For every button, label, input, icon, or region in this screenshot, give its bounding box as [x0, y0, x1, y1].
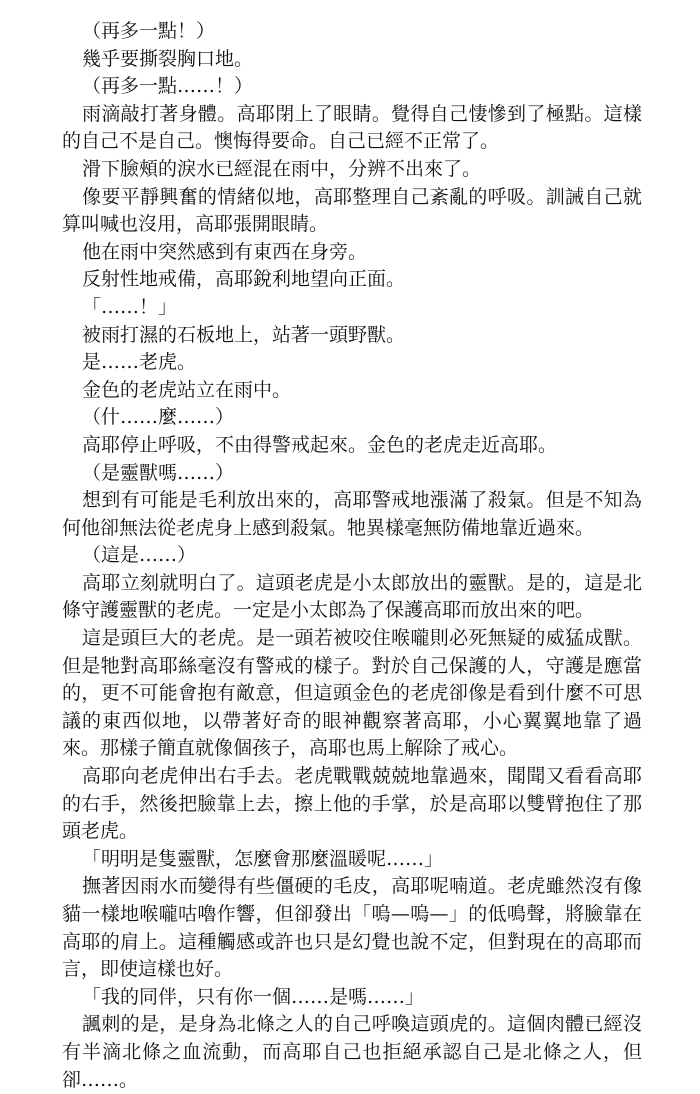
paragraph: 「明明是隻靈獸，怎麼會那麼溫暖呢……」	[82, 847, 444, 870]
paragraph: （再多一點……！）	[82, 75, 254, 98]
paragraph: 被雨打濕的石板地上，站著一頭野獸。	[82, 323, 406, 346]
paragraph: 諷刺的是，是身為北條之人的自己呼喚這頭虎的。這個肉體已經沒有半滴北條之血流動，而高耶自己也拒絕承認自己是北條之人，但卻……。	[62, 1013, 642, 1091]
paragraph: 雨滴敲打著身體。高耶閉上了眼睛。覺得自己悽慘到了極點。這樣的自己不是自己。懊悔得要命。自己已經不正常了。	[62, 102, 642, 153]
paragraph: （再多一點！）	[82, 20, 216, 42]
paragraph: 他在雨中突然感到有東西在身旁。	[82, 240, 368, 263]
paragraph: （這是……）	[82, 544, 197, 567]
paragraph: 高耶向老虎伸出右手去。老虎戰戰兢兢地靠過來，聞聞又看看高耶的右手，然後把臉靠上去，擦上他的手掌，於是高耶以雙臂抱住了那頭老虎。	[62, 765, 642, 843]
paragraph: 「……！」	[82, 295, 178, 318]
novel-page	[62, 18, 642, 1094]
paragraph: 這是頭巨大的老虎。是一頭若被咬住喉嚨則必死無疑的威猛成獸。但是牠對高耶絲毫沒有警戒的樣子。對於自己保護的人，守護是應當的，更不可能會抱有敵意，但這頭金色的老虎卻像是看到什麼不可思議的東西似地，以帶著好奇的眼神觀察著高耶，小心翼翼地靠了過來。那樣子簡直就像個孩子，高耶也馬上解除了戒心。	[62, 627, 642, 760]
paragraph: 「我的同伴，只有你一個……是嗎……」	[82, 985, 425, 1008]
paragraph: 幾乎要撕裂胸口地。	[82, 47, 254, 70]
paragraph: 滑下臉頰的淚水已經混在雨中，分辨不出來了。	[82, 157, 482, 180]
paragraph: 是……老虎。	[82, 351, 197, 374]
paragraph: 金色的老虎站立在雨中。	[82, 378, 292, 401]
paragraph: （是靈獸嗎……）	[82, 461, 235, 484]
paragraph: 像要平靜興奮的情緒似地，高耶整理自己紊亂的呼吸。訓誡自己就算叫喊也沒用，高耶張開眼睛。	[62, 185, 642, 236]
paragraph: 反射性地戒備，高耶銳利地望向正面。	[82, 268, 406, 291]
paragraph: （什……麼……）	[82, 406, 235, 429]
paragraph: 高耶立刻就明白了。這頭老虎是小太郎放出的靈獸。是的，這是北條守護靈獸的老虎。一定是小太郎為了保護高耶而放出來的吧。	[62, 571, 642, 622]
paragraph: 想到有可能是毛利放出來的，高耶警戒地漲滿了殺氣。但是不知為何他卻無法從老虎身上感到殺氣。牠異樣毫無防備地靠近過來。	[62, 489, 642, 539]
paragraph: 撫著因雨水而變得有些僵硬的毛皮，高耶呢喃道。老虎雖然沒有像貓一樣地喉嚨咕嚕作響，但卻發出「嗚—嗚—」的低鳴聲，將臉靠在高耶的肩上。這種觸感或許也只是幻覺也說不定，但對現在的高耶而言，即使這樣也好。	[62, 875, 642, 981]
paragraph: 高耶停止呼吸，不由得警戒起來。金色的老虎走近高耶。	[82, 433, 558, 456]
